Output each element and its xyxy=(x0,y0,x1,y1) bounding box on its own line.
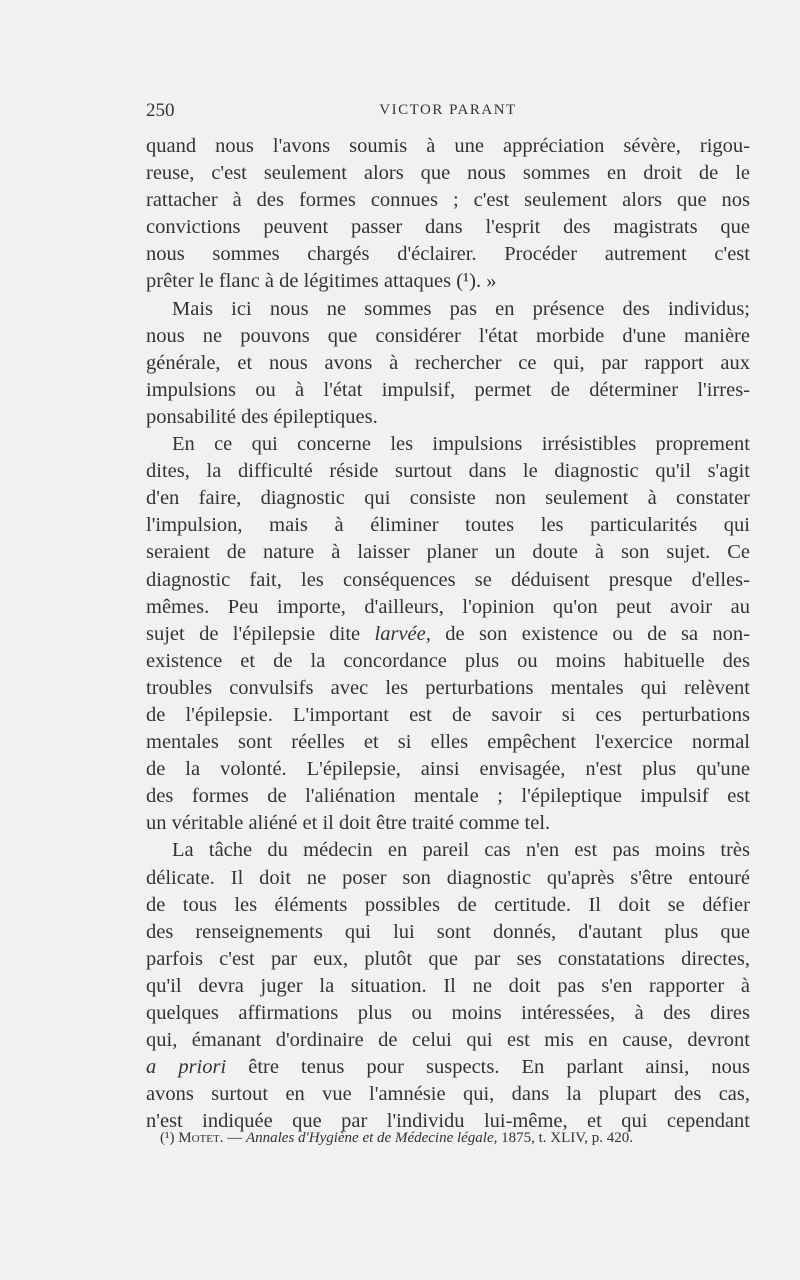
text-line xyxy=(146,1054,750,1081)
text-line: convictions peuvent passer dans l'esprit des magistrats que xyxy=(146,216,750,239)
body-text xyxy=(146,133,750,1135)
text-line: En ce qui concerne les impulsions irrésistibles proprement xyxy=(172,433,750,456)
footnote-dash: — xyxy=(223,1130,246,1146)
text-line: quelques affirmations plus ou moins intéressées, à des dires xyxy=(146,1002,750,1024)
text-line: générale, et nous avons à rechercher ce qui, par rapport aux xyxy=(146,351,750,374)
footnote-title: Annales d'Hygiène et de Médecine légale, xyxy=(245,1130,498,1146)
text-line: reuse, c'est seulement alors que nous sommes en droit de le xyxy=(146,162,750,185)
text-line: ponsabilité des épileptiques. xyxy=(146,405,378,428)
text-line: de tous les éléments possibles de certitude. Il doit se défier xyxy=(146,893,750,916)
text-line: parfois c'est par eux, plutôt que par ses constatations directes, xyxy=(146,947,750,970)
footnote-marker: (¹) xyxy=(160,1130,175,1146)
footnote xyxy=(160,1130,750,1147)
text-line: nous ne pouvons que considérer l'état morbide d'une manière xyxy=(146,324,750,347)
text-line: impulsions ou à l'état impulsif, permet de déterminer l'irres- xyxy=(146,378,750,401)
text-line: des renseignements qui lui sont donnés, d'autant plus que xyxy=(146,920,750,943)
text-line: de la volonté. L'épilepsie, ainsi envisagée, n'est plus qu'une xyxy=(146,758,750,781)
text-line: qu'il devra juger la situation. Il ne doit pas s'en rapporter à xyxy=(146,974,750,997)
text-segment: être tenus pour suspects. En parlant ainsi, nous xyxy=(226,1056,750,1079)
italic-term-larvee: larvée xyxy=(374,622,426,645)
text-line: quand nous l'avons soumis à une appréciation sévère, rigou- xyxy=(146,135,750,157)
text-line xyxy=(146,621,750,648)
text-line: seraient de nature à laisser planer un doute à son sujet. Ce xyxy=(146,541,750,564)
text-line: avons surtout en vue l'amnésie qui, dans la plupart des cas, xyxy=(146,1083,750,1106)
text-line: dites, la difficulté réside surtout dans le diagnostic qu'il s'agit xyxy=(146,460,750,483)
text-line: des formes de l'aliénation mentale ; l'épileptique impulsif est xyxy=(146,785,750,808)
text-line: mêmes. Peu importe, d'ailleurs, l'opinion qu'on peut avoir au xyxy=(146,595,750,618)
italic-term-a-priori: a priori xyxy=(146,1056,227,1079)
text-line: rattacher à des formes connues ; c'est seulement alors que nos xyxy=(146,189,750,212)
text-line: diagnostic fait, les conséquences se déduisent presque d'elles- xyxy=(146,568,750,591)
text-line: existence et de la concordance plus ou moins habituelle des xyxy=(146,649,750,672)
text-line: prêter le flanc à de légitimes attaques (¹). » xyxy=(146,270,497,293)
text-segment: , de son existence ou de sa non- xyxy=(425,622,751,645)
text-line: mentales sont réelles et si elles empêchent l'exercice normal xyxy=(146,731,750,754)
text-line: La tâche du médecin en pareil cas n'en est pas moins très xyxy=(172,839,750,862)
text-line: délicate. Il doit ne poser son diagnostic qu'après s'être entouré xyxy=(146,866,750,889)
text-line: n'est indiquée que par l'individu lui-même, et qui cependant xyxy=(146,1110,750,1133)
text-line: nous sommes chargés d'éclairer. Procéder autrement c'est xyxy=(146,243,750,266)
text-line: un véritable aliéné et il doit être traité comme tel. xyxy=(146,812,551,835)
text-line: de l'épilepsie. L'important est de savoir si ces perturbations xyxy=(146,703,750,726)
page-number: 250 xyxy=(146,100,175,121)
text-line: troubles convulsifs avec les perturbations mentales qui relèvent xyxy=(146,676,750,699)
text-line: qui, émanant d'ordinaire de celui qui est mis en cause, devront xyxy=(146,1029,750,1052)
footnote-details: 1875, t. XLIV, p. 420. xyxy=(497,1130,633,1146)
running-head: VICTOR PARANT xyxy=(379,102,517,118)
text-line: Mais ici nous ne sommes pas en présence des individus; xyxy=(172,297,750,320)
text-line: d'en faire, diagnostic qui consiste non seulement à constater xyxy=(146,487,750,510)
text-segment: sujet de l'épilepsie dite xyxy=(146,622,375,645)
footnote-author: Motet. xyxy=(178,1130,224,1146)
text-line: l'impulsion, mais à éliminer toutes les particularités qui xyxy=(146,514,750,537)
page-header xyxy=(146,100,750,126)
